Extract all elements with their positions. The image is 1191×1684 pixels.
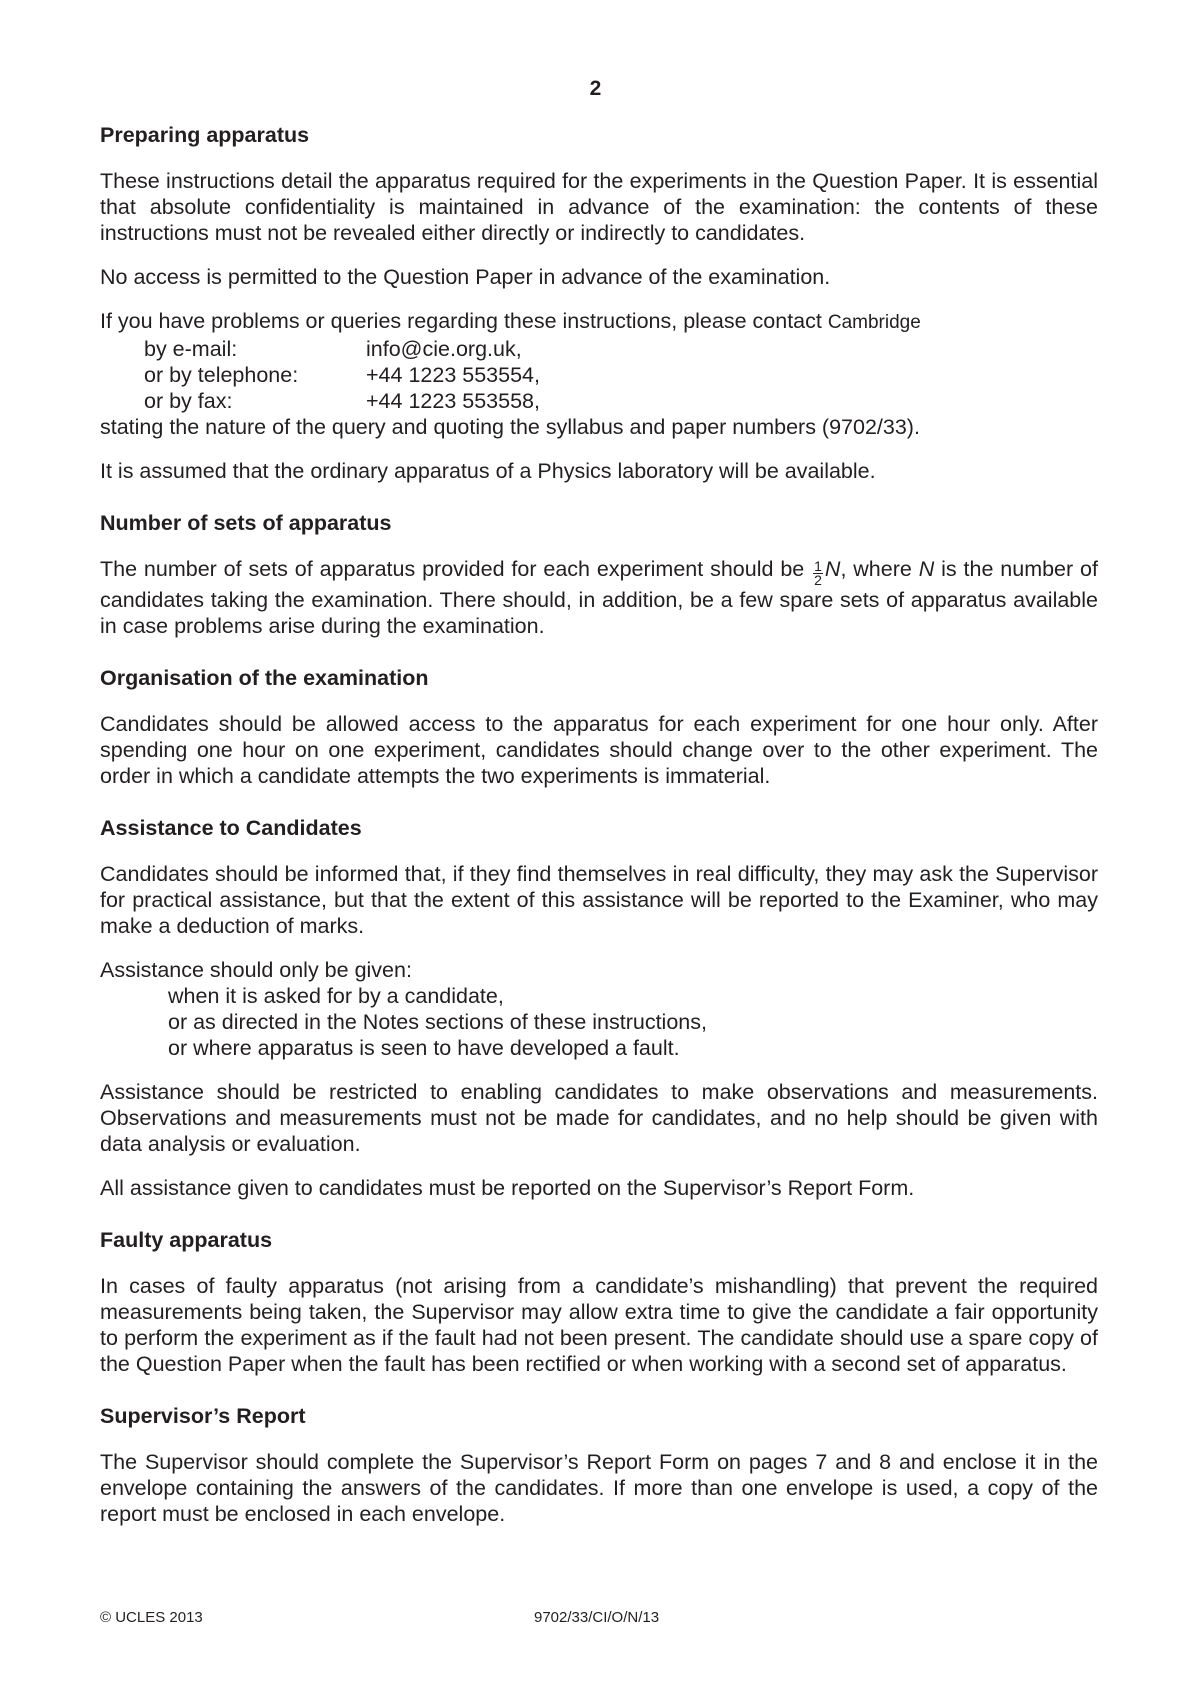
contact-intro: [100, 308, 1098, 336]
email-address: info@cie.org.uk,: [366, 337, 522, 361]
section-heading: Number of sets of apparatus: [100, 511, 392, 535]
page-number: 2: [589, 77, 602, 100]
section-heading: Preparing apparatus: [100, 123, 310, 147]
paragraph: Candidates should be informed that, if they find themselves in real difficulty, they may ask the Supervisor for practical assistance, but that the extent of this assistance will be reported to the Examiner, who may make a deduction of marks.: [100, 862, 1098, 938]
fax-number: +44 1223 553558,: [366, 389, 540, 413]
contact-intro-text: If you have problems or queries regarding these instructions, please contact: [100, 309, 822, 333]
section-assistance: [100, 815, 1098, 1201]
paragraph: In cases of faulty apparatus (not arising from a candidate’s mishandling) that prevent the required measurements being taken, the Supervisor may allow extra time to give the candidate a fair opportunity to perform the experiment as if the fault had not been present. The candidate should use a spare copy of the Question Paper when the fault has been rectified or when working with a second set of apparatus.: [100, 1274, 1098, 1376]
list-item: or where apparatus is seen to have developed a fault.: [168, 1036, 680, 1060]
paragraph-text: is the number of candidates taking the examination. There should, in addition, be a few spare sets of apparatus available in case problems arise during the examination.: [100, 557, 1098, 638]
paragraph: No access is permitted to the Question Paper in advance of the examination.: [100, 265, 831, 289]
paragraph: Assistance should only be given:: [100, 958, 412, 982]
assistance-conditions: [100, 957, 1098, 1061]
paragraph: The Supervisor should complete the Supervisor’s Report Form on pages 7 and 8 and enclose it in the envelope containing the answers of the candidates. If more than one envelope is used, a copy of the report must be enclosed in each envelope.: [100, 1450, 1098, 1526]
contact-row-fax: [100, 388, 1098, 414]
fraction-denominator: 2: [814, 572, 822, 588]
contact-label: or by telephone:: [144, 363, 299, 387]
list-item: or as directed in the Notes sections of these instructions,: [168, 1010, 707, 1034]
paragraph: [100, 556, 1098, 639]
contact-block: [100, 308, 1098, 440]
document-code: 9702/33/CI/O/N/13: [534, 1609, 660, 1626]
section-heading: Assistance to Candidates: [100, 816, 362, 840]
list-item: when it is asked for by a candidate,: [168, 984, 504, 1008]
paragraph-text: The number of sets of apparatus provided for each experiment should be: [100, 557, 805, 581]
section-heading: Faulty apparatus: [100, 1228, 273, 1252]
section-heading: Supervisor’s Report: [100, 1404, 306, 1428]
contact-row-email: [100, 336, 1098, 362]
section-organisation: [100, 665, 1098, 789]
telephone-number: +44 1223 553554,: [366, 363, 540, 387]
variable-n: N: [918, 557, 935, 581]
contact-outro: stating the nature of the query and quoting the syllabus and paper numbers (9702/33).: [100, 415, 920, 439]
paragraph: Candidates should be allowed access to the apparatus for each experiment for one hour only. After spending one hour on one experiment, candidates should change over to the other experiment. The order in which a candidate attempts the two experiments is immaterial.: [100, 712, 1098, 788]
contact-label: by e-mail:: [144, 337, 238, 361]
variable-n: N: [824, 557, 841, 581]
document-body: [100, 122, 1098, 1545]
contact-row-telephone: [100, 362, 1098, 388]
paragraph: Assistance should be restricted to enabling candidates to make observations and measurements. Observations and measurements must not be made for candidates, and no help should be given with data analysis or evaluation.: [100, 1080, 1098, 1156]
paragraph: All assistance given to candidates must be reported on the Supervisor’s Report Form.: [100, 1176, 915, 1200]
paragraph: It is assumed that the ordinary apparatus of a Physics laboratory will be available.: [100, 459, 876, 483]
section-heading: Organisation of the examination: [100, 666, 429, 690]
page-footer: [100, 1605, 1098, 1631]
copyright-notice: © UCLES 2013: [100, 1609, 203, 1626]
paragraph-text: , where: [840, 557, 912, 581]
section-number-of-sets: [100, 510, 1098, 639]
contact-label: or by fax:: [144, 389, 233, 413]
fraction-half: [813, 560, 823, 587]
section-faulty-apparatus: [100, 1227, 1098, 1377]
section-preparing-apparatus: [100, 122, 1098, 484]
section-supervisors-report: [100, 1403, 1098, 1527]
paragraph: These instructions detail the apparatus required for the experiments in the Question Paper. It is essential that absolute confidentiality is maintained in advance of the examination: the contents of these instructions must not be revealed either directly or indirectly to candidates.: [100, 169, 1098, 245]
contact-organisation: Cambridge: [827, 312, 921, 333]
fraction-numerator: 1: [814, 558, 822, 574]
